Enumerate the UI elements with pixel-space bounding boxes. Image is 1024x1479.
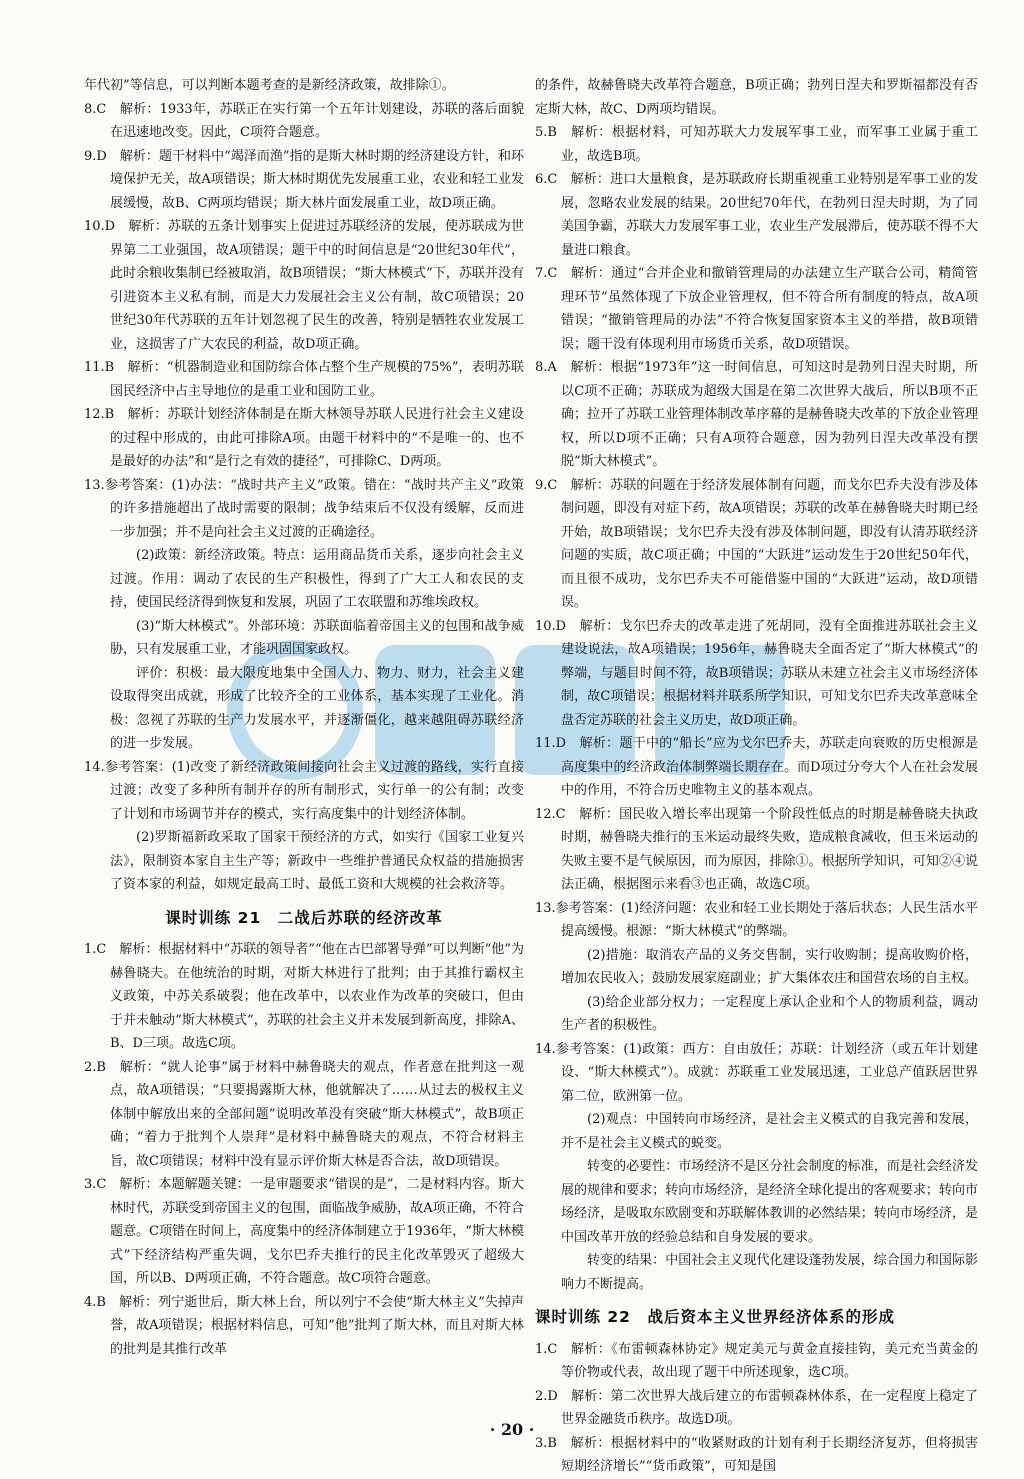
- left-column: [84, 74, 524, 1361]
- answer-10: 10.D 解析：苏联的五条计划事实上促进过苏联经济的发展，使苏联成为世界第二工业强国，故A项错误；题干中的时间信息是“20世纪30年代”，此时余粮收集制已经被取消，故B项错误；“斯大林模式”下，苏联并没有引进资本主义私有制，而是大力发展社会主义公有制，故C项错误；20世纪30年代苏联的五年计划忽视了民生的改善，特别是牺牲农业发展工业，这损害了广大农民的利益，故D项正确。: [84, 219, 524, 352]
- page-number: · 20 ·: [489, 1420, 535, 1439]
- answer-8: 8.C 解析：1933年，苏联正在实行第一个五年计划建设，苏联的落后面貌在迅速地改变。因此，C项符合题意。: [84, 101, 524, 140]
- section-title-22: 课时训练 22 战后资本主义世界经济体系的形成: [535, 1308, 895, 1326]
- answer-2: 2.D 解析：第二次世界大战后建立的布雷顿森林体系，在一定程度上稳定了世界金融货币秩序。故选D项。: [535, 1388, 978, 1427]
- answer-14-necessity: 转变的必要性：市场经济不是区分社会制度的标准，而是社会经济发展的规律和要求；转向市场经济，是经济全球化提出的客观要求；转向市场经济，是吸取东欧剧变和苏联解体教训的必然结果；转向市场经济，是中国改革开放的经验总结和自身发展的要求。: [561, 1159, 978, 1245]
- answer-3: 3.C 解析：本题解题关键：一是审题要求“错误的是”，二是材料内容。斯大林时代，苏联受到帝国主义的包围，面临战争威胁，故A项正确，不符合题意。C项错在时间上，高度集中的经济体制建立于1936年，“斯大林模式”下经济结构严重失调，戈尔巴乔夫推行的民主化改革毁灭了超级大国，所以B、D两项正确，不符合题意。故C项符合题意。: [84, 1177, 524, 1286]
- answer-14-result: 转变的结果：中国社会主义现代化建设蓬勃发展，综合国力和国际影响力不断提高。: [561, 1253, 978, 1292]
- answer-13-part3: (3)“斯大林模式”。外部环境：苏联面临着帝国主义的包围和战争威胁，只有发展重工业，才能巩固国家政权。: [110, 618, 524, 657]
- answer-13-part1: 13.参考答案：(1)经济问题：农业和轻工业长期处于落后状态；人民生活水平提高缓慢。根源：“斯大林模式”的弊端。: [535, 900, 978, 939]
- answer-3: 3.B 解析：根据材料中的“收紧财政的计划有利于长期经济复苏，但将损害短期经济增长”“货币政策”，可知是国: [535, 1435, 978, 1474]
- answer-1: 1.C 解析：《布雷顿森林协定》规定美元与黄金直接挂钩，美元充当黄金的等价物或代表，故出现了题干中所述现象，选C项。: [535, 1341, 978, 1380]
- answer-text: 的条件，故赫鲁晓夫改革符合题意，B项正确；勃列日涅夫和罗斯福都没有否定斯大林，故C、D两项均错误。: [535, 78, 978, 117]
- answer-11: 11.B 解析：“机器制造业和国防综合体占整个生产规模的75%”，表明苏联国民经济中占主导地位的是重工业和国防工业。: [84, 360, 524, 399]
- right-column: [535, 74, 978, 1479]
- answer-13-part2: (2)政策：新经济政策。特点：运用商品货币关系，逐步向社会主义过渡。作用：调动了农民的生产积极性，得到了广大工人和农民的支持，使国民经济得到恢复和发展，巩固了工农联盟和苏维埃政权。: [110, 548, 524, 610]
- answer-14-part2: (2)观点：中国转向市场经济，是社会主义模式的自我完善和发展，并不是社会主义模式的蜕变。: [561, 1112, 978, 1151]
- answer-13-part3: (3)给企业部分权力；一定程度上承认企业和个人的物质利益，调动生产者的积极性。: [561, 994, 978, 1033]
- answer-13-part1: 13.参考答案：(1)办法：“战时共产主义”政策。错在：“战时共产主义”政策的许多措施超出了战时需要的限制；战争结束后不仅没有缓解，反而进一步加强；并不是向社会主义过渡的正确途径。: [84, 477, 524, 540]
- answer-6: 6.C 解析：进口大量粮食，是苏联政府长期重视重工业特别是军事工业的发展，忽略农业发展的结果。20世纪70年代，在勃列日涅夫时期，为了同美国争霸，苏联大力发展军事工业，农业生产发展滞后，使苏联不得不大量进口粮食。: [535, 172, 978, 258]
- answer-13-evaluation: 评价：积极：最大限度地集中全国人力、物力、财力，社会主义建设取得突出成就，形成了比较齐全的工业体系，基本实现了工业化。消极：忽视了苏联的生产力发展水平，并逐渐僵化，越来越阻碍苏联经济的进一步发展。: [110, 665, 524, 751]
- answer-8: 8.A 解析：根据“1973年”这一时间信息，可知这时是勃列日涅夫时期，所以C项不正确；苏联成为超级大国是在第二次世界大战后，所以B项不正确；拉开了苏联工业管理体制改革序幕的是赫鲁晓夫改革的下放企业管理权，所以D项不正确；只有A项符合题意，因为勃列日涅夫改革没有摆脱“斯大林模式”。: [535, 360, 978, 469]
- answer-4: 4.B 解析：列宁逝世后，斯大林上台，所以列宁不会使“斯大林主义”失掉声誉，故A项错误；根据材料信息，可知“他”批判了斯大林，而且对斯大林的批判是其推行改革: [84, 1294, 524, 1357]
- answer-12: 12.C 解析：国民收入增长率出现第一个阶段性低点的时期是赫鲁晓夫执政时期，赫鲁晓夫推行的玉米运动最终失败，造成粮食减收，但玉米运动的失败主要不是气候原因，而为原因，排除①。根据所学知识，可知②④说法正确，根据图示来看③也正确，故选C项。: [535, 806, 978, 892]
- section-title-21: 课时训练 21 二战后苏联的经济改革: [165, 908, 443, 927]
- answer-11: 11.D 解析：题干中的“船长”应为戈尔巴乔夫，苏联走向衰败的历史根源是高度集中的经济政治体制弊端长期存在。而D项过分夸大个人在社会发展中的作用，不符合历史唯物主义的基本观点。: [535, 736, 978, 798]
- answer-9: 9.D 解析：题干材料中“竭泽而渔”指的是斯大林时期的经济建设方针，和环境保护无关，故A项错误；斯大林时期优先发展重工业，农业和轻工业发展缓慢，故B、C两项均错误；斯大林片面发展重工业，故D项正确。: [84, 148, 524, 211]
- answer-7: 7.C 解析：通过“合并企业和撤销管理局的办法建立生产联合公司，精简管理环节”虽然体现了下放企业管理权，但不符合所有制度的特点，故A项错误；“撤销管理局的办法”不符合恢复国家资本主义的举措，故B项错误；题干没有体现利用市场货币关系，故D项错误。: [535, 266, 978, 352]
- answer-10: 10.D 解析：戈尔巴乔夫的改革走进了死胡同，没有全面推进苏联社会主义建设说法，故A项错误；1956年，赫鲁晓夫全面否定了“斯大林模式”的弊端，与题目时间不符，故B项错误；苏联从未建立社会主义市场经济体制，故C项错误；根据材料并联系所学知识，可知戈尔巴乔夫改革意味全盘否定苏联的社会主义历史，故D项正确。: [535, 618, 978, 728]
- answer-14-part1: 14.参考答案：(1)政策：西方：自由放任；苏联：计划经济（或五年计划建设、“斯大林模式”）。成就：苏联重工业发展迅速，工业总产值跃居世界第二位，欧洲第一位。: [535, 1041, 978, 1104]
- answer-14-part2: (2)罗斯福新政采取了国家干预经济的方式，如实行《国家工业复兴法》，限制资本家自主生产等；新政中一些维护普通民众权益的措施损害了资本家的利益，如规定最高工时、最低工资和大规模的社会救济等。: [110, 830, 524, 892]
- answer-9: 9.C 解析：苏联的问题在于经济发展体制有问题，而戈尔巴乔夫没有涉及体制问题，即没有对症下药，故A项错误；苏联的改革在赫鲁晓夫时期已经开始，故B项错误；戈尔巴乔夫没有涉及体制问题，即没有认清苏联经济问题的实质，故C项正确；中国的“大跃进”运动发生于20世纪50年代，而且很不成功，戈尔巴乔夫不可能借鉴中国的“大跃进”运动，故D项错误。: [535, 477, 978, 610]
- answer-14-part1: 14.参考答案：(1)改变了新经济政策间接向社会主义过渡的路线，实行直接过渡；改变了多种所有制并存的所有制形式，实行单一的公有制；改变了计划和市场调节并存的模式，实行高度集中的计划经济体制。: [84, 759, 524, 822]
- answer-1: 1.C 解析：根据材料中“苏联的领导者”“他在古巴部署导弹”可以判断“他”为赫鲁晓夫。在他统治的时期，对斯大林进行了批判；由于其推行霸权主义政策，中苏关系破裂；他在改革中，以农业作为改革的突破口，但由于并未触动“斯大林模式”，苏联的社会主义并未发展到新高度，排除A、B、D三项。故选C项。: [84, 942, 524, 1051]
- answer-text: 年代初”等信息，可以判断本题考查的是新经济政策，故排除①。: [84, 78, 455, 93]
- answer-2: 2.B 解析：“就人论事”属于材料中赫鲁晓夫的观点，作者意在批判这一观点，故A项错误；“只要揭露斯大林，他就解决了……从过去的极权主义体制中解放出来的全部问题”说明改革没有突破“斯大林模式”，故B项正确；“着力于批判个人崇拜”是材料中赫鲁晓夫的观点，不符合材料主旨，故C项错误；材料中没有显示评价斯大林是否合法，故D项错误。: [84, 1059, 524, 1169]
- answer-5: 5.B 解析：根据材料，可知苏联大力发展军事工业，而军事工业属于重工业，故选B项。: [535, 125, 978, 164]
- answer-12: 12.B 解析：苏联计划经济体制是在斯大林领导苏联人民进行社会主义建设的过程中形成的，由此可排除A项。由题干材料中的“不是唯一的、也不是最好的办法”和“是行之有效的捷径”，可排除C、D两项。: [84, 407, 524, 469]
- answer-13-part2: (2)措施：取消农产品的义务交售制，实行收购制；提高收购价格，增加农民收入；鼓励发展家庭副业；扩大集体农庄和国营农场的自主权。: [561, 947, 978, 986]
